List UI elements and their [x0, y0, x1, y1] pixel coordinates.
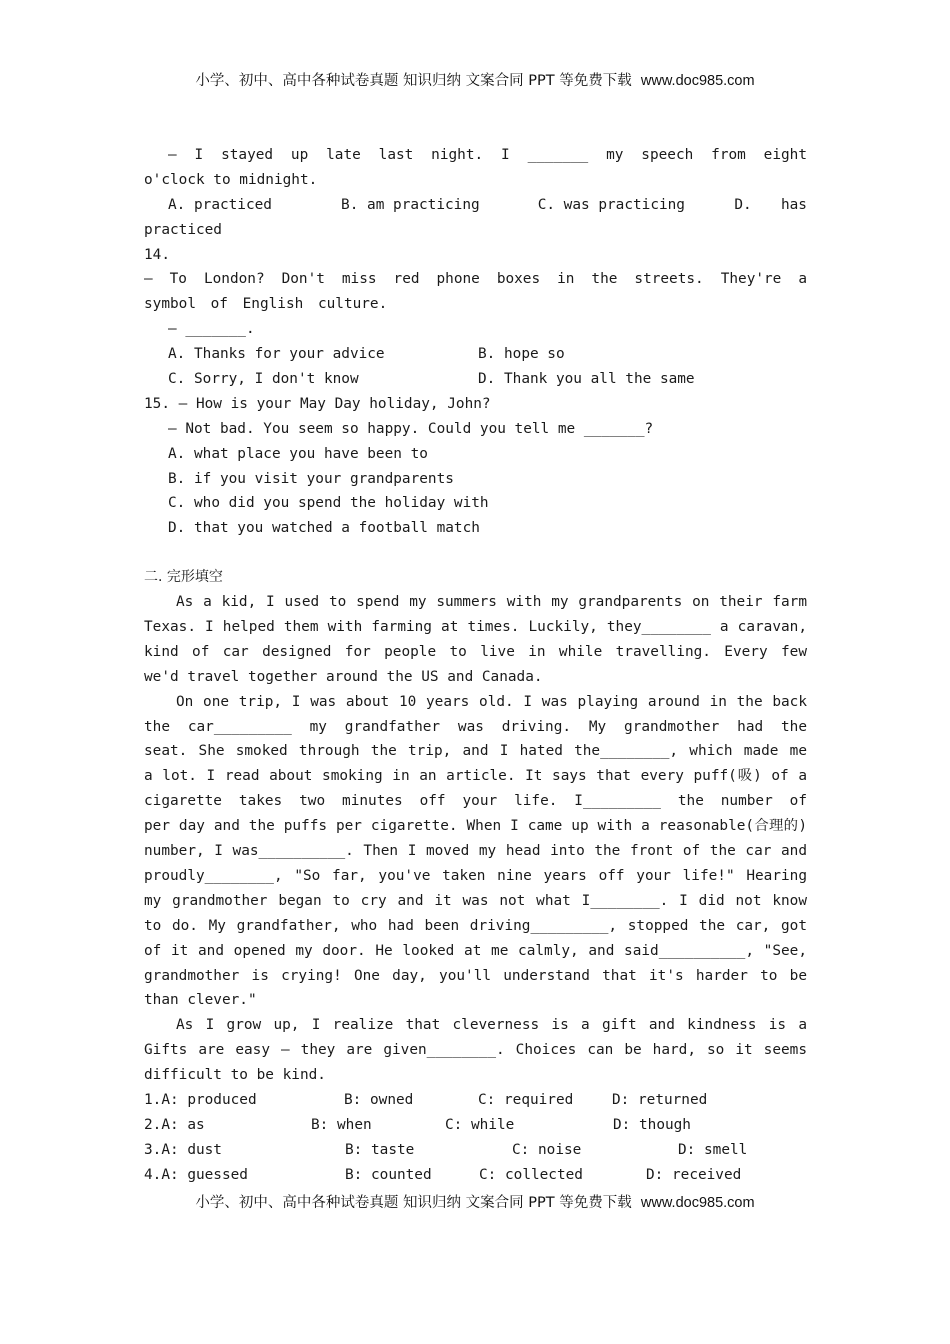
q14-option-d: D. Thank you all the same [478, 371, 695, 388]
p1-line: As a kid, I used to spend my summers with my grandparents on their farm [176, 594, 807, 611]
footer-site: www.doc985.com [640, 1195, 755, 1211]
p2-line: of it and opened my door. He looked at me calmly, and said__________, "See, [144, 942, 807, 959]
answer-2-b: B: when [311, 1116, 372, 1133]
answer-3-d: D: smell [678, 1141, 748, 1158]
p3-line: Gifts are easy — they are given________. Choices can be hard, so it seems [144, 1042, 807, 1059]
answer-3-c: C: noise [512, 1141, 582, 1158]
q14-line3: — _______. [168, 321, 255, 338]
answer-2-a: 2.A: as [144, 1113, 311, 1138]
p2-line: seat. She smoked through the trip, and I hated the________, which made me [144, 743, 807, 760]
q13-option-c: C. was practicing [537, 196, 685, 213]
answer-4-d: D: received [646, 1166, 742, 1183]
q14-line1: — To London? Don't miss red phone boxes in the streets. They're a [144, 271, 807, 288]
answer-row-4 [144, 1163, 807, 1188]
answer-row-3 [144, 1138, 807, 1163]
q14-option-b: B. hope so [478, 346, 565, 363]
p2-line: my grandmother began to cry and it was not what I________. I did not know [144, 892, 807, 909]
p2-line: On one trip, I was about 10 years old. I was playing around in the back [176, 693, 807, 710]
q15-option-b: B. if you visit your grandparents [168, 470, 454, 487]
answer-2-c: C: while [445, 1116, 515, 1133]
answer-2-d: D: though [613, 1116, 691, 1133]
q13-option-d-cont: practiced [144, 221, 222, 238]
answer-1-a: 1.A: produced [144, 1088, 344, 1113]
q13-options [144, 193, 807, 218]
answer-4-c: C: collected [479, 1166, 583, 1183]
p3-line: As I grow up, I realize that cleverness is a gift and kindness is a [176, 1017, 807, 1034]
answer-4-b: B: counted [345, 1166, 432, 1183]
answer-1-b: B: owned [344, 1091, 414, 1108]
answer-num: 3. [144, 1141, 162, 1158]
answer-num: 2. [144, 1116, 162, 1133]
footer-text: 小学、初中、高中各种试卷真题 知识归纳 文案合同 PPT 等免费下载 [195, 1195, 632, 1211]
q13-line2: o'clock to midnight. [144, 171, 318, 188]
header-site: www.doc985.com [640, 73, 755, 89]
answer-num: 1. [144, 1091, 162, 1108]
q13-option-b: B. am practicing [341, 196, 480, 213]
p1-line: we'd travel together around the US and Canada. [144, 668, 543, 685]
answer-1-d: D: returned [612, 1091, 708, 1108]
answer-3-b: B: taste [345, 1141, 415, 1158]
p2-line: number, I was__________. Then I moved my head into the front of the car and [144, 843, 807, 860]
cloze-paragraph-3 [144, 1013, 807, 1088]
q15-line1: 15. — How is your May Day holiday, John? [144, 395, 491, 412]
p2-line: to do. My grandfather, who had been driving_________, stopped the car, got [144, 917, 807, 934]
q15-option-c: C. who did you spend the holiday with [168, 495, 489, 512]
answer-3-a: 3.A: dust [144, 1138, 345, 1163]
page-footer [0, 1191, 950, 1212]
p2-line: per day and the puffs per cigarette. When I came up with a reasonable(合理的) [144, 818, 807, 835]
q14-options-row1 [144, 342, 807, 367]
header-text: 小学、初中、高中各种试卷真题 知识归纳 文案合同 PPT 等免费下载 [195, 73, 632, 89]
p2-line: grandmother is crying! One day, you'll understand that it's harder to be [144, 967, 807, 984]
p2-line: than clever." [144, 992, 257, 1009]
cloze-paragraph-2 [144, 690, 807, 1014]
answer-4-a: 4.A: guessed [144, 1163, 345, 1188]
section2-title: 二. 完形填空 [144, 569, 223, 586]
q13-option-d: D. has [734, 196, 807, 213]
section-gap [144, 541, 807, 565]
q14-option-a: A. Thanks for your advice [168, 346, 385, 363]
p2-line: the car_________ my grandfather was driving. My grandmother had the [144, 718, 807, 735]
q14-options-row2 [144, 367, 807, 392]
q15-option-d: D. that you watched a football match [168, 520, 480, 537]
q15-option-a: A. what place you have been to [168, 445, 428, 462]
q15-line2: — Not bad. You seem so happy. Could you tell me _______? [168, 420, 654, 437]
answer-num: 4. [144, 1166, 162, 1183]
p3-line: difficult to be kind. [144, 1067, 326, 1084]
q13-line1: — I stayed up late last night. I _______ my speech from eight [168, 147, 807, 163]
answer-row-1 [144, 1088, 807, 1113]
q14-number: 14. [144, 246, 170, 263]
cloze-paragraph-1 [144, 590, 807, 690]
exam-content [144, 143, 807, 1188]
q14-line2: symbol of English culture. [144, 296, 388, 313]
q13-option-a: A. practiced [168, 196, 272, 213]
p2-line: a lot. I read about smoking in an article. It says that every puff(吸) of a [144, 768, 807, 785]
answer-row-2 [144, 1113, 807, 1138]
q14-option-c: C. Sorry, I don't know [168, 371, 359, 388]
p2-line: cigarette takes two minutes off your life. I_________ the number of [144, 793, 807, 810]
answer-1-c: C: required [478, 1091, 574, 1108]
page-header [0, 69, 950, 90]
p1-line: Texas. I helped them with farming at times. Luckily, they________ a caravan, [144, 619, 807, 636]
p2-line: proudly________, "So far, you've taken nine years off your life!" Hearing [144, 867, 807, 884]
p1-line: kind of car designed for people to live in while travelling. Every few [144, 643, 807, 660]
